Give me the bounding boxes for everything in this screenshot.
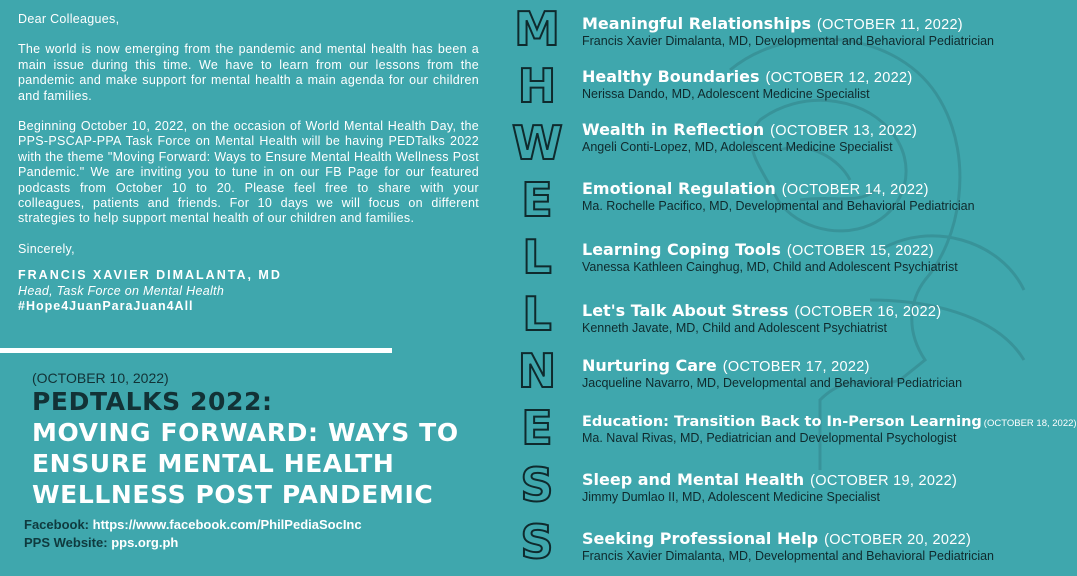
session-speaker: Ma. Naval Rivas, MD, Pediatrician and Developmental Psychologist [582, 431, 957, 445]
launch-date: (OCTOBER 10, 2022) [32, 370, 169, 386]
letter-greeting: Dear Colleagues, [18, 12, 120, 26]
session-date: (OCTOBER 20, 2022) [824, 532, 972, 548]
session-item [582, 414, 1077, 445]
session-speaker: Vanessa Kathleen Cainghug, MD, Child and Adolescent Psychiatrist [582, 260, 958, 274]
session-item [582, 67, 1022, 101]
session-title-line [582, 179, 1022, 198]
session-item [582, 356, 1022, 390]
session-date: (OCTOBER 15, 2022) [786, 243, 934, 259]
session-item [582, 179, 1022, 213]
divider [0, 348, 392, 353]
session-title-line [582, 120, 1022, 139]
wellness-letter: W [512, 116, 563, 170]
session-title-line [582, 301, 1022, 320]
session-title-line [582, 14, 1022, 33]
session-speaker: Jacqueline Navarro, MD, Developmental and Behavioral Pediatrician [582, 376, 963, 390]
wellness-letter: L [522, 230, 552, 284]
session-item [582, 14, 1022, 48]
headline-line-1: PEDTALKS 2022: [32, 387, 273, 416]
wellness-letter: S [520, 458, 554, 512]
wellness-letter: E [521, 173, 553, 227]
session-title: Emotional Regulation [582, 179, 776, 198]
headline-theme: MOVING FORWARD: WAYS TO ENSURE MENTAL HEALTH WELLNESS POST PANDEMIC [32, 418, 459, 509]
session-item [582, 120, 1022, 154]
letter [18, 12, 479, 315]
wellness-letter: N [517, 344, 557, 398]
session-date: (OCTOBER 12, 2022) [765, 70, 913, 86]
website-url[interactable]: pps.org.ph [111, 535, 179, 550]
session-title: Sleep and Mental Health [582, 470, 805, 489]
session-speaker: Kenneth Javate, MD, Child and Adolescent Psychiatrist [582, 321, 888, 335]
mh-wellness-vertical [512, 2, 563, 572]
session-item [582, 529, 1022, 563]
event-headline [32, 386, 502, 510]
session-date: (OCTOBER 16, 2022) [794, 304, 942, 320]
session-title-line [582, 529, 1022, 548]
letter-paragraph-2: Beginning October 10, 2022, on the occasion of World Mental Health Day, the PPS-PSCAP-PPA Task Force on Mental Health will be having PEDTalks 2022 with the theme "Moving Forward: Ways to Ensure Mental Health Wellness Post Pandemic." We are inviting you to tune in on our FB Page for our featured podcasts from October 10 to 20. Please feel free to share with your colleagues, patients and friends. For 10 days we will focus on different strategies to help support mental health of our children and families. [18, 119, 479, 226]
facebook-label: Facebook: [24, 517, 90, 532]
website-label: PPS Website: [24, 535, 108, 550]
session-date: (OCTOBER 17, 2022) [722, 359, 870, 375]
wellness-letter: E [521, 401, 553, 455]
session-speaker: Angeli Conti-Lopez, MD, Adolescent Medicine Specialist [582, 140, 893, 154]
session-title: Learning Coping Tools [582, 240, 781, 259]
session-speaker: Francis Xavier Dimalanta, MD, Developmental and Behavioral Pediatrician [582, 549, 994, 563]
wellness-letter: S [520, 515, 554, 569]
session-title: Let's Talk About Stress [582, 301, 789, 320]
wellness-letter: H [517, 59, 557, 113]
wellness-letter: L [522, 287, 552, 341]
signatory-title: Head, Task Force on Mental Health [18, 283, 225, 298]
session-title: Meaningful Relationships [582, 14, 812, 33]
letter-closing: Sincerely, [18, 241, 75, 256]
session-date: (OCTOBER 19, 2022) [810, 473, 958, 489]
session-speaker: Jimmy Dumlao II, MD, Adolescent Medicine Specialist [582, 490, 881, 504]
session-item [582, 470, 1022, 504]
session-item [582, 301, 1022, 335]
wellness-letter: M [514, 2, 560, 56]
session-title-line [582, 414, 1077, 430]
session-title-line [582, 356, 1022, 375]
facebook-link-row [24, 516, 362, 534]
facebook-url[interactable]: https://www.facebook.com/PhilPediaSocInc [92, 517, 362, 532]
links [24, 516, 362, 552]
hashtag: #Hope4JuanParaJuan4All [18, 299, 194, 314]
session-title: Healthy Boundaries [582, 67, 760, 86]
session-title: Nurturing Care [582, 356, 717, 375]
session-speaker: Francis Xavier Dimalanta, MD, Developmental and Behavioral Pediatrician [582, 34, 994, 48]
session-item [582, 240, 1022, 274]
session-speaker: Ma. Rochelle Pacifico, MD, Developmental and Behavioral Pediatrician [582, 199, 975, 213]
session-date: (OCTOBER 11, 2022) [817, 17, 963, 33]
session-title: Education: Transition Back to In-Person Learning [582, 414, 982, 430]
session-title: Wealth in Reflection [582, 120, 765, 139]
session-date: (OCTOBER 14, 2022) [781, 182, 929, 198]
session-date: (OCTOBER 13, 2022) [770, 123, 918, 139]
session-title: Seeking Professional Help [582, 529, 819, 548]
session-title-line [582, 240, 1022, 259]
website-link-row [24, 534, 362, 552]
letter-paragraph-1: The world is now emerging from the pandemic and mental health has been a main issue during this time. We have to learn from our lessons from the pandemic and make support for mental health a main agenda for our children and families. [18, 42, 479, 103]
session-title-line [582, 67, 1022, 86]
session-date: (OCTOBER 18, 2022) [983, 418, 1077, 429]
signatory-name: FRANCIS XAVIER DIMALANTA, MD [18, 268, 282, 283]
session-speaker: Nerissa Dando, MD, Adolescent Medicine Specialist [582, 87, 870, 101]
session-title-line [582, 470, 1022, 489]
